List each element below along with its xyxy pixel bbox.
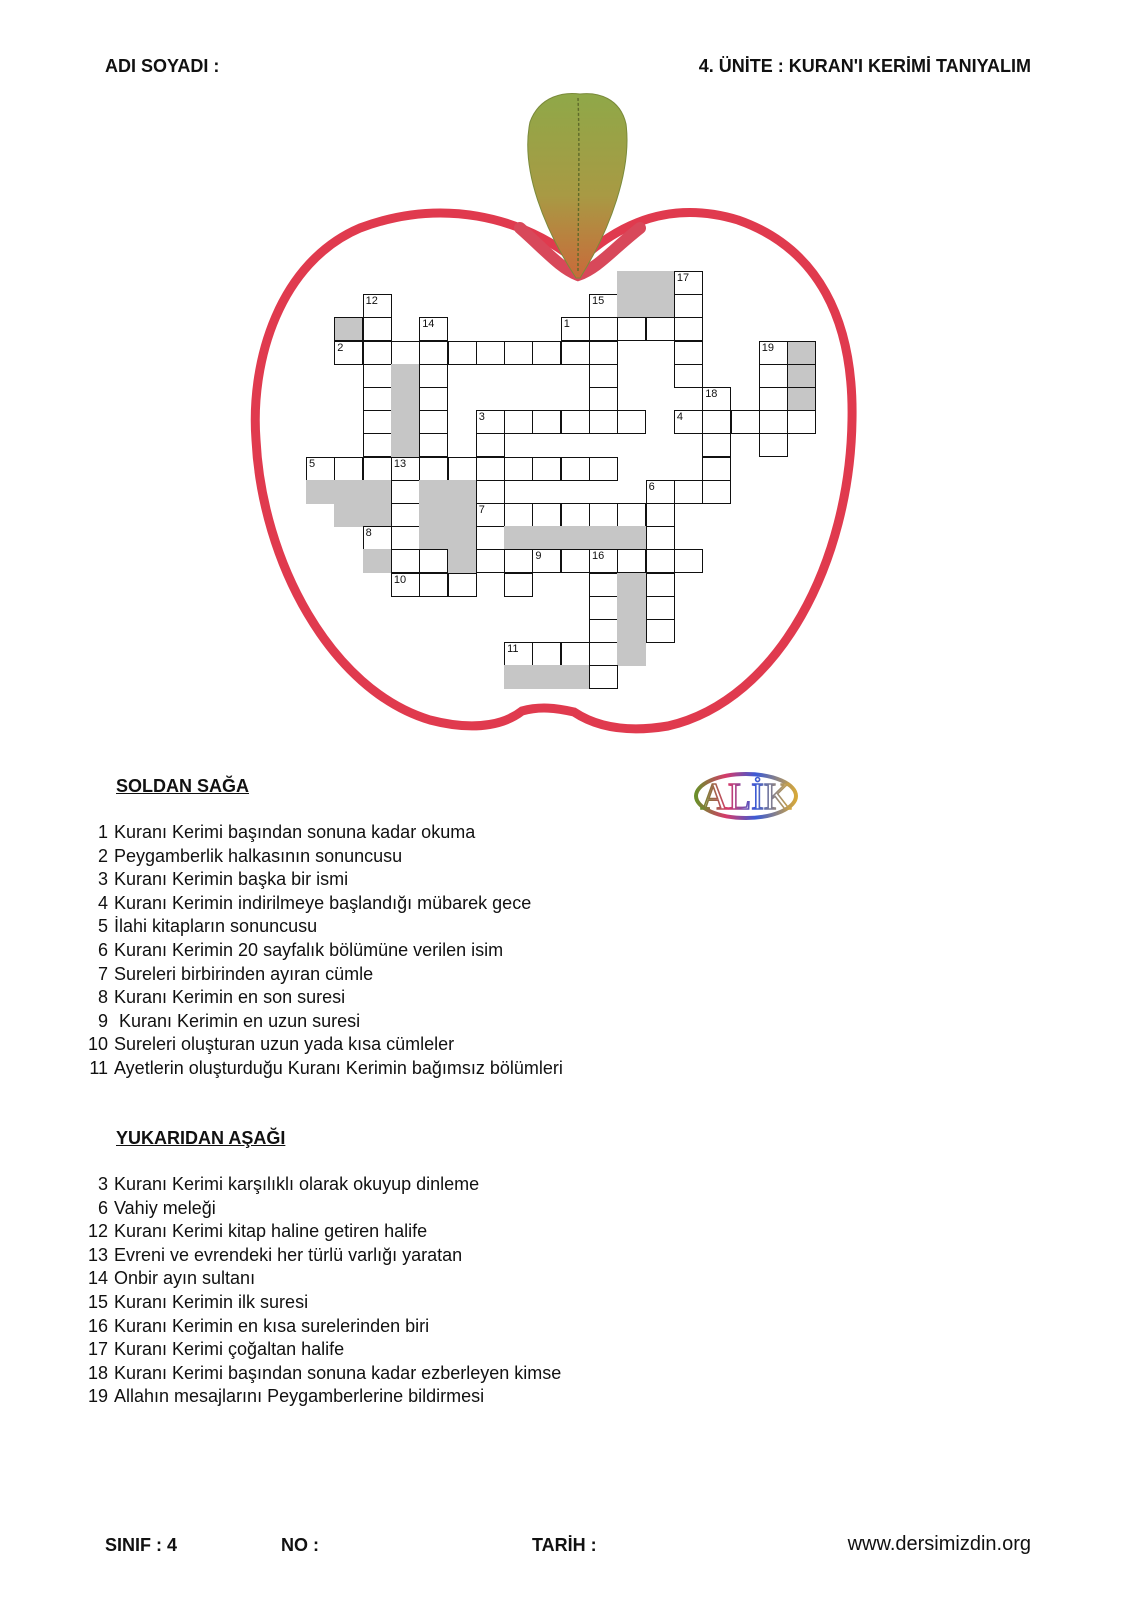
- crossword-blank-cell: [419, 503, 448, 527]
- crossword-cell[interactable]: [532, 341, 561, 365]
- clue-text: Evreni ve evrendeki her türlü varlığı yaratan: [114, 1244, 463, 1265]
- crossword-cell[interactable]: [448, 341, 477, 365]
- crossword-cell[interactable]: [674, 480, 703, 504]
- crossword-cell[interactable]: [561, 341, 590, 365]
- crossword-cell[interactable]: [419, 549, 448, 573]
- crossword-cell[interactable]: [589, 410, 618, 434]
- crossword-cell[interactable]: [617, 317, 646, 341]
- crossword-blank-cell: [419, 526, 448, 550]
- crossword-blank-cell: [617, 573, 646, 597]
- crossword-blank-cell: [504, 526, 533, 550]
- clue-text: Kuranı Kerimin en son suresi: [114, 987, 346, 1008]
- crossword-blank-cell: [532, 526, 561, 550]
- clue-number-label: 19: [761, 341, 775, 354]
- clue-text: Kuranı Kerimi başından sonuna kadar okuma: [114, 822, 476, 842]
- crossword-cell[interactable]: [476, 341, 505, 365]
- crossword-blank-cell: [532, 665, 561, 689]
- crossword-blank-cell: [787, 387, 816, 411]
- clue-text: Kuranı Kerimi çoğaltan halife: [114, 1339, 345, 1360]
- clue-text: Kuranı Kerimin en uzun suresi: [114, 1010, 361, 1031]
- website-link[interactable]: www.dersimizdin.org: [847, 1533, 1031, 1555]
- crossword-cell[interactable]: [391, 549, 420, 573]
- crossword-blank-cell: [646, 294, 675, 318]
- down-clue: [86, 1220, 561, 1244]
- crossword-cell[interactable]: [363, 410, 392, 434]
- crossword-cell[interactable]: [589, 457, 618, 481]
- clue-text: Kuranı Kerimin ilk suresi: [114, 1291, 309, 1312]
- crossword-cell[interactable]: [589, 341, 618, 365]
- crossword-blank-cell: [561, 665, 590, 689]
- crossword-grid: [0, 0, 1131, 760]
- down-clue: [86, 1338, 561, 1362]
- clue-number: 17: [87, 1339, 108, 1360]
- crossword-blank-cell: [617, 596, 646, 620]
- crossword-cell[interactable]: [419, 341, 448, 365]
- crossword-cell[interactable]: [363, 433, 392, 457]
- crossword-cell[interactable]: [589, 503, 618, 527]
- crossword-cell[interactable]: [532, 503, 561, 527]
- student-number-label: NO :: [281, 1535, 319, 1555]
- clue-number-label: 3: [478, 411, 485, 424]
- crossword-cell[interactable]: [589, 387, 618, 411]
- class-label: SINIF : 4: [105, 1535, 178, 1555]
- clue-number-label: 10: [393, 573, 407, 586]
- across-clue: [86, 986, 563, 1010]
- clue-number-label: 6: [648, 480, 655, 493]
- crossword-cell[interactable]: [532, 410, 561, 434]
- down-clue: [86, 1315, 561, 1339]
- crossword-cell[interactable]: [504, 341, 533, 365]
- crossword-cell[interactable]: [617, 410, 646, 434]
- logo-text: ALİK: [700, 776, 792, 818]
- crossword-cell[interactable]: [674, 549, 703, 573]
- crossword-cell[interactable]: [391, 341, 420, 365]
- crossword-cell[interactable]: [561, 642, 590, 666]
- crossword-cell[interactable]: [674, 364, 703, 388]
- crossword-blank-cell: [589, 526, 618, 550]
- crossword-cell[interactable]: [646, 596, 675, 620]
- crossword-cell[interactable]: [448, 573, 477, 597]
- crossword-blank-cell: [334, 480, 363, 504]
- clue-text: Ayetlerin oluşturduğu Kuranı Kerimin bağımsız bölümleri: [114, 1057, 563, 1078]
- across-clue: [86, 892, 563, 916]
- crossword-cell[interactable]: [589, 364, 618, 388]
- crossword-blank-cell: [617, 619, 646, 643]
- crossword-cell[interactable]: [504, 573, 533, 597]
- clue-text: Kuranı Kerimi karşılıklı olarak okuyup dinleme: [114, 1174, 480, 1194]
- clue-number: 3: [97, 1174, 108, 1194]
- clue-text: Sureleri oluşturan uzun yada kısa cümleler: [114, 1034, 455, 1055]
- clue-number: 11: [89, 1057, 108, 1078]
- clue-number-label: 14: [422, 318, 435, 331]
- crossword-cell[interactable]: [787, 410, 816, 434]
- crossword-cell[interactable]: [646, 619, 675, 643]
- crossword-cell[interactable]: [363, 317, 392, 341]
- down-clue: [86, 1244, 561, 1268]
- crossword-blank-cell: [334, 503, 363, 527]
- clue-number-label: 1: [563, 318, 570, 331]
- crossword-cell[interactable]: [504, 410, 533, 434]
- crossword-cell[interactable]: [646, 317, 675, 341]
- crossword-cell[interactable]: [589, 642, 618, 666]
- unit-title: 4. ÜNİTE : KURAN'I KERİMİ TANIYALIM: [698, 56, 1031, 76]
- across-clue-list: [86, 821, 563, 1081]
- clue-number-label: 5: [309, 457, 316, 470]
- clue-number: 14: [87, 1268, 108, 1289]
- clue-text: Onbir ayın sultanı: [114, 1268, 256, 1289]
- clue-text: Vahiy meleği: [114, 1197, 216, 1218]
- crossword-blank-cell: [504, 665, 533, 689]
- down-clue: [86, 1385, 561, 1409]
- clue-text: Kuranı Kerimin 20 sayfalık bölümüne verilen isim: [114, 939, 504, 960]
- crossword-cell[interactable]: [702, 480, 731, 504]
- crossword-cell[interactable]: [589, 619, 618, 643]
- crossword-blank-cell: [391, 410, 420, 434]
- clue-number: 1: [97, 822, 108, 842]
- crossword-blank-cell: [363, 549, 392, 573]
- clue-text: Kuranı Kerimin başka bir ismi: [114, 869, 349, 890]
- clue-text: Peygamberlik halkasının sonuncusu: [114, 845, 403, 866]
- crossword-cell[interactable]: [589, 665, 618, 689]
- crossword-cell[interactable]: [646, 526, 675, 550]
- crossword-cell[interactable]: [646, 549, 675, 573]
- across-clue: [86, 845, 563, 869]
- crossword-cell[interactable]: [589, 573, 618, 597]
- crossword-cell[interactable]: [532, 642, 561, 666]
- crossword-cell[interactable]: [759, 364, 788, 388]
- clue-number: 9: [97, 1010, 108, 1031]
- alik-logo: [691, 764, 801, 826]
- crossword-blank-cell: [363, 503, 392, 527]
- clue-number: 16: [87, 1315, 108, 1336]
- crossword-blank-cell: [448, 503, 477, 527]
- crossword-blank-cell: [391, 433, 420, 457]
- crossword-cell[interactable]: [646, 573, 675, 597]
- clue-number: 6: [97, 939, 108, 960]
- clue-number-label: 13: [393, 457, 407, 470]
- crossword-cell[interactable]: [419, 433, 448, 457]
- clue-number: 8: [97, 987, 108, 1008]
- clue-number-label: 11: [507, 643, 519, 656]
- crossword-blank-cell: [787, 341, 816, 365]
- crossword-cell[interactable]: [674, 341, 703, 365]
- crossword-cell[interactable]: [561, 503, 590, 527]
- crossword-blank-cell: [617, 294, 646, 318]
- clue-number-label: 16: [592, 550, 605, 563]
- clue-number: 4: [97, 892, 108, 913]
- down-clue: [86, 1267, 561, 1291]
- crossword-cell[interactable]: [391, 503, 420, 527]
- crossword-cell[interactable]: [504, 457, 533, 481]
- clue-number: 10: [87, 1034, 108, 1055]
- crossword-blank-cell: [617, 642, 646, 666]
- crossword-blank-cell: [448, 526, 477, 550]
- clue-number: 3: [97, 869, 108, 890]
- crossword-cell[interactable]: [702, 457, 731, 481]
- crossword-cell[interactable]: [561, 410, 590, 434]
- crossword-blank-cell: [363, 480, 392, 504]
- crossword-blank-cell: [787, 364, 816, 388]
- clue-number: 19: [87, 1386, 108, 1407]
- crossword-blank-cell: [419, 480, 448, 504]
- crossword-cell[interactable]: [419, 387, 448, 411]
- clue-number-label: 12: [365, 295, 378, 308]
- crossword-cell[interactable]: [476, 549, 505, 573]
- crossword-cell[interactable]: [561, 457, 590, 481]
- crossword-cell[interactable]: [759, 387, 788, 411]
- clue-text: İlahi kitapların sonuncusu: [114, 916, 318, 937]
- crossword-blank-cell: [617, 526, 646, 550]
- crossword-cell[interactable]: [363, 457, 392, 481]
- crossword-cell[interactable]: [617, 503, 646, 527]
- crossword-cell[interactable]: [504, 549, 533, 573]
- crossword-blank-cell: [391, 387, 420, 411]
- crossword-cell[interactable]: [702, 410, 731, 434]
- clue-text: Kuranı Kerimi başından sonuna kadar ezberleyen kimse: [114, 1362, 562, 1383]
- crossword-cell[interactable]: [504, 503, 533, 527]
- clue-text: Sureleri birbirinden ayıran cümle: [114, 963, 374, 984]
- across-clue: [86, 963, 563, 987]
- clue-number: 2: [97, 845, 108, 866]
- clue-number-label: 18: [705, 388, 718, 400]
- clue-number-label: 7: [478, 504, 485, 516]
- crossword-cell[interactable]: [589, 317, 618, 341]
- across-clue: [86, 868, 563, 892]
- clue-number: 7: [97, 963, 108, 984]
- crossword-cell[interactable]: [561, 549, 590, 573]
- date-label: TARİH :: [532, 1535, 597, 1555]
- crossword-cell[interactable]: [476, 480, 505, 504]
- crossword-blank-cell: [306, 480, 335, 504]
- student-name-label: ADI SOYADI :: [105, 56, 220, 76]
- crossword-cell[interactable]: [391, 480, 420, 504]
- across-clue: [86, 1057, 563, 1081]
- crossword-cell[interactable]: [363, 364, 392, 388]
- crossword-cell[interactable]: [363, 341, 392, 365]
- across-clue: [86, 1033, 563, 1057]
- crossword-cell[interactable]: [532, 457, 561, 481]
- crossword-cell[interactable]: [363, 387, 392, 411]
- crossword-blank-cell: [448, 549, 477, 573]
- clue-number-label: 9: [535, 550, 542, 563]
- clue-text: Kuranı Kerimin indirilmeye başlandığı mübarek gece: [114, 892, 532, 913]
- crossword-cell[interactable]: [419, 364, 448, 388]
- down-clue: [86, 1197, 561, 1221]
- down-clue: [86, 1173, 561, 1197]
- clue-number-label: 4: [676, 411, 684, 424]
- crossword-cell[interactable]: [334, 457, 363, 481]
- clue-number: 5: [97, 916, 108, 937]
- clue-number: 12: [87, 1221, 108, 1242]
- down-clue: [86, 1291, 561, 1315]
- crossword-blank-cell: [561, 526, 590, 550]
- crossword-cell[interactable]: [617, 549, 646, 573]
- crossword-cell[interactable]: [476, 526, 505, 550]
- clue-number-label: 17: [676, 272, 690, 284]
- clue-number: 13: [87, 1244, 108, 1265]
- down-clue: [86, 1362, 561, 1386]
- crossword-cell[interactable]: [476, 457, 505, 481]
- crossword-cell[interactable]: [419, 573, 448, 597]
- crossword-cell[interactable]: [702, 433, 731, 457]
- crossword-cell[interactable]: [646, 503, 675, 527]
- clue-number: 18: [87, 1362, 108, 1383]
- crossword-cell[interactable]: [731, 410, 760, 434]
- clue-number-label: 8: [365, 527, 372, 540]
- clue-number-label: 2: [337, 341, 344, 354]
- crossword-cell[interactable]: [759, 410, 788, 434]
- crossword-blank-cell: [646, 271, 675, 295]
- crossword-cell[interactable]: [448, 457, 477, 481]
- across-clue: [86, 1010, 563, 1034]
- crossword-cell[interactable]: [476, 433, 505, 457]
- across-clue: [86, 939, 563, 963]
- across-clue: [86, 915, 563, 939]
- crossword-cell[interactable]: [419, 457, 448, 481]
- down-clue-list: [86, 1173, 561, 1409]
- clue-number-label: 15: [592, 295, 605, 308]
- down-title: YUKARIDAN AŞAĞI: [116, 1128, 286, 1148]
- crossword-blank-cell: [617, 271, 646, 295]
- clue-text: Kuranı Kerimin en kısa surelerinden biri: [114, 1315, 430, 1336]
- crossword-cell[interactable]: [589, 596, 618, 620]
- crossword-blank-cell: [391, 364, 420, 388]
- crossword-blank-cell: [448, 480, 477, 504]
- clue-number: 15: [87, 1291, 108, 1312]
- across-clue: [86, 821, 563, 845]
- crossword-blank-cell: [334, 317, 363, 341]
- crossword-cell[interactable]: [419, 410, 448, 434]
- across-title: SOLDAN SAĞA: [116, 776, 250, 796]
- clue-text: Kuranı Kerimi kitap haline getiren halife: [114, 1221, 428, 1242]
- crossword-cell[interactable]: [391, 526, 420, 550]
- clue-number: 6: [97, 1197, 108, 1218]
- crossword-cell[interactable]: [759, 433, 788, 457]
- clue-text: Allahın mesajlarını Peygamberlerine bildirmesi: [114, 1386, 485, 1407]
- crossword-cell[interactable]: [674, 317, 703, 341]
- crossword-cell[interactable]: [674, 294, 703, 318]
